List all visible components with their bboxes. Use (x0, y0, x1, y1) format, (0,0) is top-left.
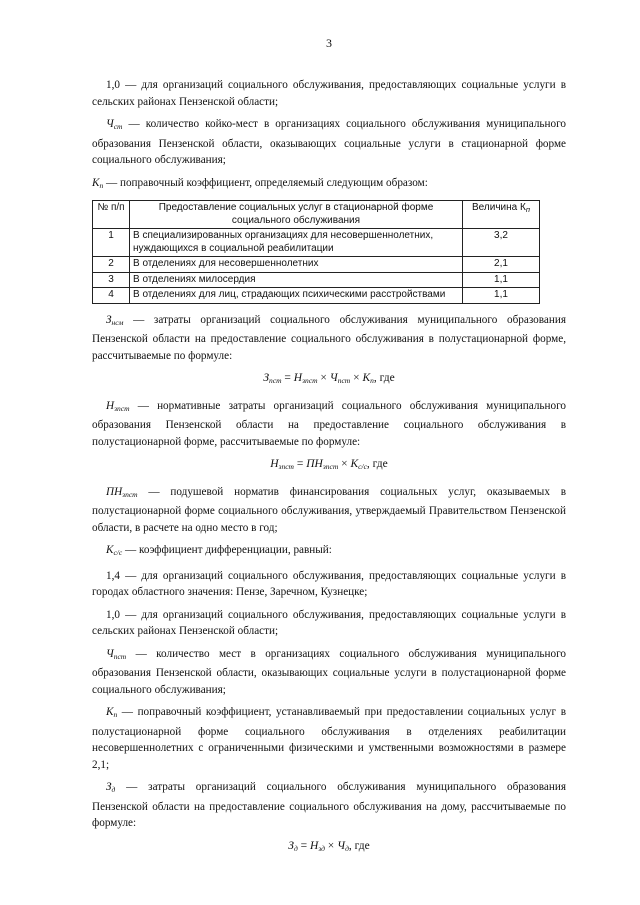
formula (92, 370, 566, 390)
symbol-subscript: пст (113, 651, 127, 661)
paragraph-text: — количество мест в организациях социального обслуживания муниципального образования Пензенской области, оказывающих социальные услуги в полустационарной форме социального обслуживания; (92, 647, 566, 696)
formula-operator: × (338, 458, 351, 470)
column-header-value (463, 201, 540, 229)
symbol: З (106, 313, 112, 326)
row-number: 1 (93, 229, 130, 257)
row-description: В отделениях для лиц, страдающих психическими расстройствами (130, 288, 463, 304)
formula-operator: × (317, 372, 330, 384)
formula-term: Н (293, 372, 303, 384)
formula-subscript: д (345, 843, 349, 853)
formula-tail: , где (366, 458, 388, 470)
paragraph (92, 175, 566, 195)
symbol-subscript: д (111, 785, 116, 794)
formula-subscript: пст (337, 376, 351, 385)
column-header-number: № п/п (93, 201, 130, 229)
formula-term: ПН (306, 458, 323, 470)
paragraph-text: — количество койко-мест в организациях социального обслуживания муниципального образования Пензенской области, оказывающих социальные услуги в стационарной форме социального обслуживания; (92, 118, 566, 166)
paragraph-text: — затраты организаций социального обслуживания муниципального образования Пензенской области на предоставление социального обслуживания в полустационарной форме, рассчитываемые по формуле: (92, 313, 566, 362)
paragraph (92, 704, 566, 773)
paragraph-text: — подушевой норматив финансирования социальных услуг, оказываемых в полустационарной форме социального обслуживания, утверждаемый Правительством Пензенской области, в расчете на одно место в год; (92, 485, 566, 534)
formula-term: К (362, 372, 371, 384)
formula-term: Ч (329, 372, 338, 384)
formula-term: Ч (337, 839, 346, 852)
formula-operator: = (281, 372, 294, 384)
formula-subscript: зпст (278, 462, 294, 471)
paragraph-text: — поправочный коэффициент, определяемый следующим образом: (103, 176, 428, 189)
column-header-service: Предоставление социальных услуг в стационарной форме социального обслуживания (130, 201, 463, 229)
formula-subscript: д (293, 843, 298, 853)
row-value: 1,1 (463, 288, 540, 304)
symbol: К (106, 706, 114, 718)
row-number: 2 (93, 257, 130, 273)
table-row (93, 272, 540, 288)
formula (92, 838, 566, 858)
row-description: В отделениях милосердия (130, 272, 463, 288)
symbol: Ч (106, 118, 114, 130)
formula-subscript: пст (269, 376, 282, 385)
formula-subscript: с/с (358, 462, 367, 471)
paragraph: 1,4 — для организаций социального обслуживания, предоставляющих социальные услуги в городах областного значения: Пензе, Заречном, Кузнецке; (92, 569, 566, 598)
page-number: 3 (326, 36, 332, 50)
symbol-subscript: ст (113, 122, 123, 131)
table-row (93, 288, 540, 304)
table-row (93, 229, 540, 257)
formula-term: З (288, 839, 294, 852)
formula-operator: = (297, 839, 310, 852)
paragraph (92, 779, 566, 832)
row-value: 3,2 (463, 229, 540, 257)
formula-subscript: п (370, 376, 374, 385)
paragraph-text: — поправочный коэффициент, устанавливаемый при предоставлении социальных услуг в полустационарной форме социального обслуживания в отделениях реабилитации несовершеннолетних с ограниченными физическими и умственными возможностями в размере 2,1; (92, 706, 566, 771)
symbol-subscript: нсм (111, 317, 124, 327)
symbol: Н (106, 399, 115, 412)
formula-term: З (263, 372, 270, 384)
row-number: 3 (93, 272, 130, 288)
formula-tail: , где (348, 839, 370, 852)
row-value: 1,1 (463, 272, 540, 288)
formula-operator: × (324, 839, 338, 852)
row-value: 2,1 (463, 257, 540, 273)
paragraph: 1,0 — для организаций социального обслуживания, предоставляющих социальные услуги в сельских районах Пензенской области; (92, 79, 566, 108)
paragraph (92, 542, 566, 562)
formula-subscript: зпст (322, 462, 339, 471)
paragraph (92, 646, 566, 699)
paragraph (92, 484, 566, 537)
symbol-subscript: с/с (113, 548, 123, 557)
formula-operator: = (293, 458, 307, 470)
symbol: К (106, 544, 114, 556)
paragraph-text: — нормативные затраты организаций социального обслуживания муниципального образования Пензенской области на предоставление социального обслуживания в полустационарной форме, рассчитываемые по формуле: (92, 399, 566, 448)
paragraph (92, 116, 566, 169)
column-header-value-subscript: п (525, 205, 530, 214)
row-description: В отделениях для несовершеннолетних (130, 257, 463, 273)
table-row (93, 257, 540, 273)
table-header-row (93, 201, 540, 229)
formula (92, 456, 566, 476)
formula-term: Н (270, 458, 279, 470)
symbol-subscript: зпст (122, 489, 138, 499)
symbol: ПН (106, 485, 123, 498)
paragraph (92, 312, 566, 365)
formula-term: К (350, 458, 359, 470)
paragraph-text: — коэффициент дифференциации, равный: (122, 544, 332, 556)
symbol: Ч (106, 647, 114, 660)
coefficient-table (92, 200, 540, 304)
symbol-subscript: п (113, 710, 118, 719)
paragraph-text: — затраты организаций социального обслуживания муниципального образования Пензенской области на предоставление социального обслуживания на дому, рассчитываемые по формуле: (92, 781, 566, 829)
paragraph: 1,0 — для организаций социального обслуживания, предоставляющих социальные услуги в сельских районах Пензенской области; (92, 608, 566, 637)
document-page (92, 36, 566, 865)
paragraph (92, 398, 566, 451)
formula-subscript: зпст (302, 376, 318, 385)
formula-operator: × (350, 372, 363, 384)
formula-tail: , где (373, 372, 395, 384)
symbol-subscript: п (99, 180, 104, 190)
row-number: 4 (93, 288, 130, 304)
formula-subscript: зд (318, 843, 325, 853)
symbol: К (92, 176, 100, 189)
symbol-subscript: зпст (114, 403, 130, 413)
symbol: З (106, 781, 112, 793)
column-header-value-text: Величина К (472, 202, 526, 213)
row-description: В специализированных организациях для несовершеннолетних, нуждающихся в социальной реабилитации (130, 229, 463, 257)
formula-term: Н (309, 839, 319, 852)
